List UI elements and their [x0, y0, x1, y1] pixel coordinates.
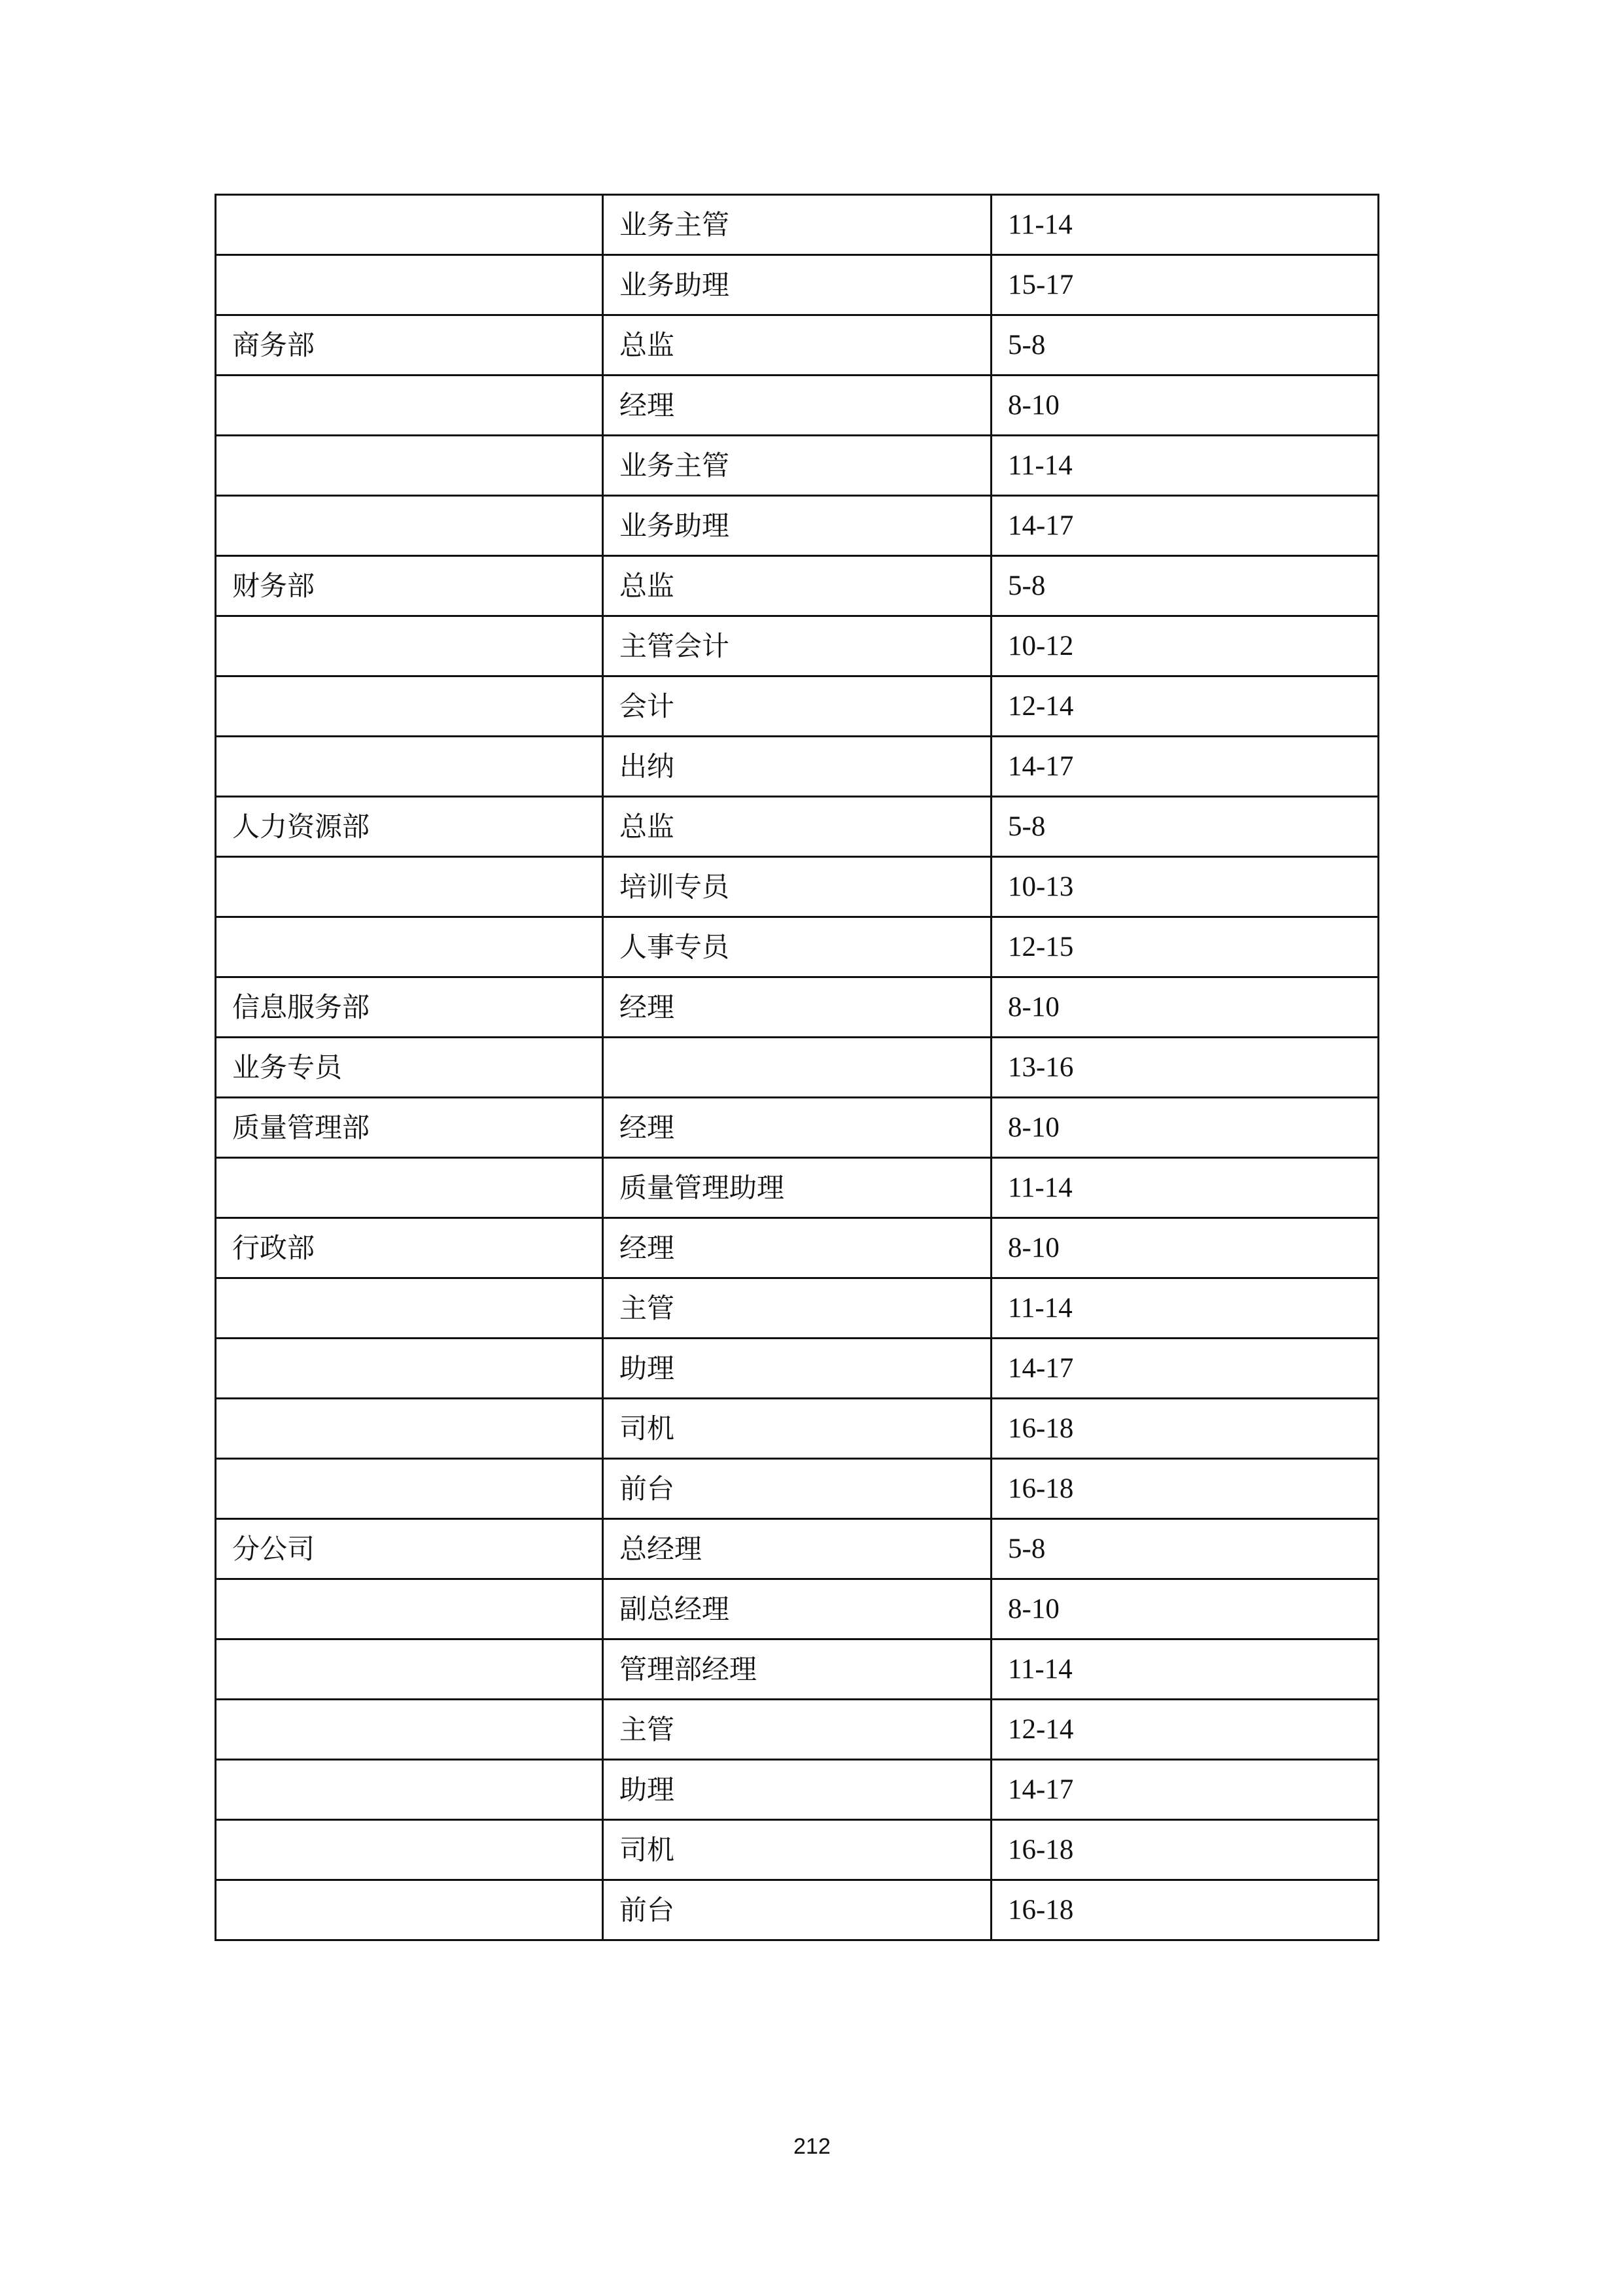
position-cell: 培训专员 — [603, 857, 992, 917]
grade-range-cell: 11-14 — [992, 1278, 1379, 1339]
grade-range-cell: 11-14 — [992, 195, 1379, 255]
department-cell — [216, 737, 603, 797]
position-cell: 业务助理 — [603, 496, 992, 556]
grade-range-cell: 15-17 — [992, 255, 1379, 315]
table-row — [216, 255, 1379, 315]
grade-range-cell: 16-18 — [992, 1399, 1379, 1459]
page-number: 212 — [793, 2134, 831, 2159]
grade-range-cell: 8-10 — [992, 1579, 1379, 1639]
table-row — [216, 315, 1379, 376]
table-row — [216, 1880, 1379, 1940]
table-row — [216, 376, 1379, 436]
grade-range-cell: 8-10 — [992, 1098, 1379, 1158]
department-cell — [216, 1760, 603, 1820]
department-cell: 行政部 — [216, 1218, 603, 1278]
grade-range-cell: 5-8 — [992, 315, 1379, 376]
table-row — [216, 1459, 1379, 1519]
department-cell — [216, 1158, 603, 1218]
position-cell: 主管 — [603, 1700, 992, 1760]
position-cell: 会计 — [603, 676, 992, 737]
department-cell — [216, 1639, 603, 1700]
department-cell — [216, 1459, 603, 1519]
department-cell: 商务部 — [216, 315, 603, 376]
table-row — [216, 616, 1379, 676]
position-cell: 经理 — [603, 1098, 992, 1158]
table-row — [216, 1760, 1379, 1820]
department-cell: 财务部 — [216, 556, 603, 616]
position-cell: 助理 — [603, 1339, 992, 1399]
position-cell: 前台 — [603, 1880, 992, 1940]
position-cell: 前台 — [603, 1459, 992, 1519]
department-cell — [216, 1579, 603, 1639]
grade-range-cell: 10-13 — [992, 857, 1379, 917]
table-row — [216, 917, 1379, 977]
department-cell — [216, 676, 603, 737]
table-row — [216, 1038, 1379, 1098]
department-cell — [216, 1880, 603, 1940]
grade-range-cell: 8-10 — [992, 977, 1379, 1038]
grade-range-cell: 5-8 — [992, 1519, 1379, 1579]
table-row — [216, 195, 1379, 255]
grade-range-cell: 16-18 — [992, 1820, 1379, 1880]
department-cell: 业务专员 — [216, 1038, 603, 1098]
department-cell — [216, 857, 603, 917]
table-row — [216, 1098, 1379, 1158]
position-cell: 总监 — [603, 797, 992, 857]
position-cell: 出纳 — [603, 737, 992, 797]
table-row — [216, 1700, 1379, 1760]
position-cell: 经理 — [603, 376, 992, 436]
position-cell: 质量管理助理 — [603, 1158, 992, 1218]
table-row — [216, 977, 1379, 1038]
grade-range-cell: 11-14 — [992, 1158, 1379, 1218]
grade-range-cell: 14-17 — [992, 737, 1379, 797]
table-row — [216, 1158, 1379, 1218]
department-cell — [216, 1339, 603, 1399]
position-cell: 主管会计 — [603, 616, 992, 676]
grade-range-cell: 14-17 — [992, 496, 1379, 556]
grade-range-cell: 16-18 — [992, 1459, 1379, 1519]
department-cell — [216, 1700, 603, 1760]
grade-range-cell: 12-14 — [992, 1700, 1379, 1760]
department-cell — [216, 496, 603, 556]
table-row — [216, 1218, 1379, 1278]
department-cell — [216, 436, 603, 496]
grade-range-cell: 14-17 — [992, 1339, 1379, 1399]
position-grade-table — [215, 194, 1379, 1941]
table-row — [216, 857, 1379, 917]
position-cell: 主管 — [603, 1278, 992, 1339]
department-cell: 人力资源部 — [216, 797, 603, 857]
grade-range-cell: 5-8 — [992, 797, 1379, 857]
table-row — [216, 436, 1379, 496]
grade-range-cell: 16-18 — [992, 1880, 1379, 1940]
department-cell — [216, 616, 603, 676]
grade-range-cell: 11-14 — [992, 1639, 1379, 1700]
table-row — [216, 1639, 1379, 1700]
table-row — [216, 676, 1379, 737]
department-cell — [216, 1278, 603, 1339]
position-cell: 司机 — [603, 1820, 992, 1880]
table-row — [216, 797, 1379, 857]
table-row — [216, 737, 1379, 797]
grade-range-cell: 8-10 — [992, 1218, 1379, 1278]
department-cell — [216, 1820, 603, 1880]
table-row — [216, 1579, 1379, 1639]
position-cell — [603, 1038, 992, 1098]
position-cell: 管理部经理 — [603, 1639, 992, 1700]
grade-range-cell: 12-14 — [992, 676, 1379, 737]
department-cell: 信息服务部 — [216, 977, 603, 1038]
grade-range-cell: 12-15 — [992, 917, 1379, 977]
grade-range-cell: 8-10 — [992, 376, 1379, 436]
position-cell: 总监 — [603, 315, 992, 376]
grade-range-cell: 11-14 — [992, 436, 1379, 496]
position-cell: 总监 — [603, 556, 992, 616]
department-cell: 分公司 — [216, 1519, 603, 1579]
grade-range-cell: 14-17 — [992, 1760, 1379, 1820]
department-cell — [216, 255, 603, 315]
table-row — [216, 496, 1379, 556]
table-row — [216, 1399, 1379, 1459]
position-cell: 总经理 — [603, 1519, 992, 1579]
department-cell — [216, 917, 603, 977]
position-cell: 司机 — [603, 1399, 992, 1459]
table-row — [216, 1519, 1379, 1579]
table-body — [216, 195, 1379, 1940]
position-cell: 助理 — [603, 1760, 992, 1820]
position-cell: 副总经理 — [603, 1579, 992, 1639]
department-cell: 质量管理部 — [216, 1098, 603, 1158]
position-cell: 业务助理 — [603, 255, 992, 315]
position-cell: 经理 — [603, 977, 992, 1038]
table-row — [216, 1820, 1379, 1880]
position-cell: 经理 — [603, 1218, 992, 1278]
position-cell: 人事专员 — [603, 917, 992, 977]
position-cell: 业务主管 — [603, 436, 992, 496]
grade-range-cell: 5-8 — [992, 556, 1379, 616]
grade-range-cell: 10-12 — [992, 616, 1379, 676]
department-cell — [216, 1399, 603, 1459]
table-row — [216, 1339, 1379, 1399]
department-cell — [216, 195, 603, 255]
grade-range-cell: 13-16 — [992, 1038, 1379, 1098]
table-row — [216, 1278, 1379, 1339]
department-cell — [216, 376, 603, 436]
position-cell: 业务主管 — [603, 195, 992, 255]
table-row — [216, 556, 1379, 616]
